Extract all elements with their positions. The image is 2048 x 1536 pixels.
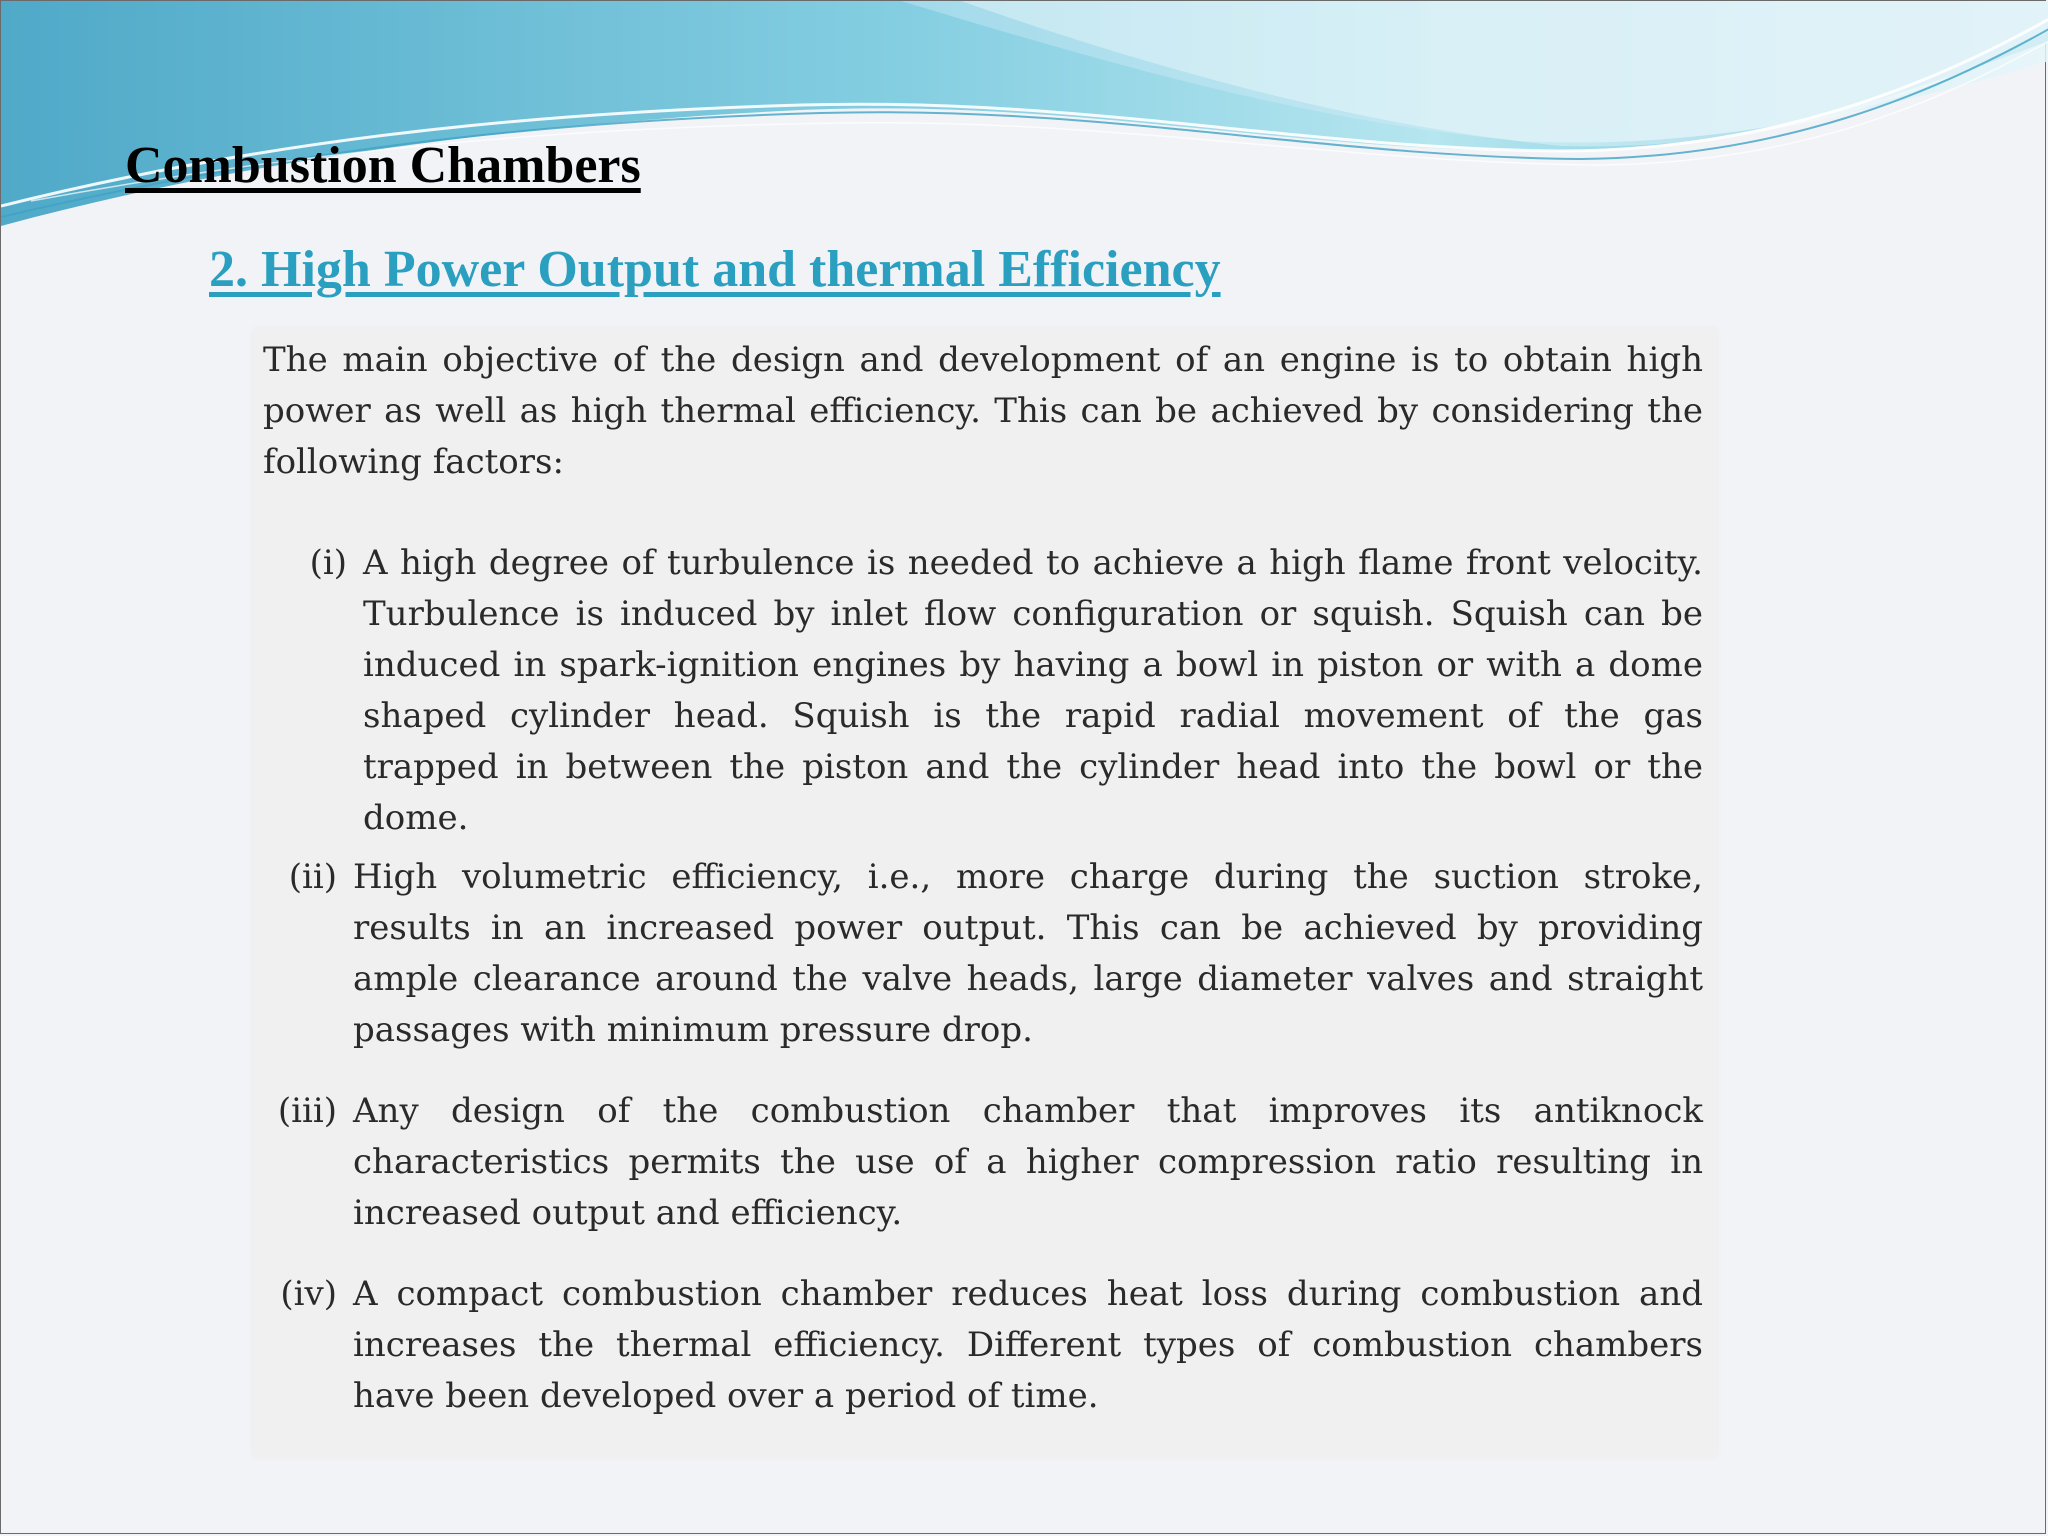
- factor-item: [263, 1269, 1703, 1422]
- factor-item: [263, 538, 1703, 844]
- header-wave-decoration: [1, 1, 2048, 241]
- factor-marker: (ii): [288, 857, 337, 897]
- slide-title: Combustion Chambers: [125, 137, 641, 194]
- intro-paragraph: The main objective of the design and development of an engine is to obtain high power as well as high thermal efficiency. This can be achieved by considering the following factors:: [263, 340, 1703, 482]
- factor-text: Any design of the combustion chamber that improves its antiknock characteristics permits the use of a higher compression ratio resulting in increased output and efficiency.: [353, 1091, 1703, 1233]
- scanned-text-block: [263, 335, 1703, 1422]
- factor-text: A high degree of turbulence is needed to achieve a high flame front velocity. Turbulence is induced by inlet flow configuration or squish. Squish can be induced in spark-ignition engines by having a bowl in piston or with a dome shaped cylinder head. Squish is the rapid radial movement of the gas trapped in between the piston and the cylinder head into the bowl or the dome.: [363, 543, 1703, 838]
- factor-text: A compact combustion chamber reduces heat loss during combustion and increases the thermal efficiency. Different types of combustion chambers have been developed over a period of time.: [353, 1274, 1703, 1416]
- factor-marker: (iii): [277, 1091, 337, 1131]
- factor-marker: (iv): [280, 1274, 337, 1314]
- factor-marker: (i): [309, 543, 347, 583]
- slide-subtitle: 2. High Power Output and thermal Efficiency: [209, 241, 1221, 298]
- factor-item: [263, 852, 1703, 1056]
- factor-text: High volumetric efficiency, i.e., more charge during the suction stroke, results in an increased power output. This can be achieved by providing ample clearance around the valve heads, large diameter valves and straight passages with minimum pressure drop.: [353, 857, 1703, 1050]
- factor-item: [263, 1086, 1703, 1239]
